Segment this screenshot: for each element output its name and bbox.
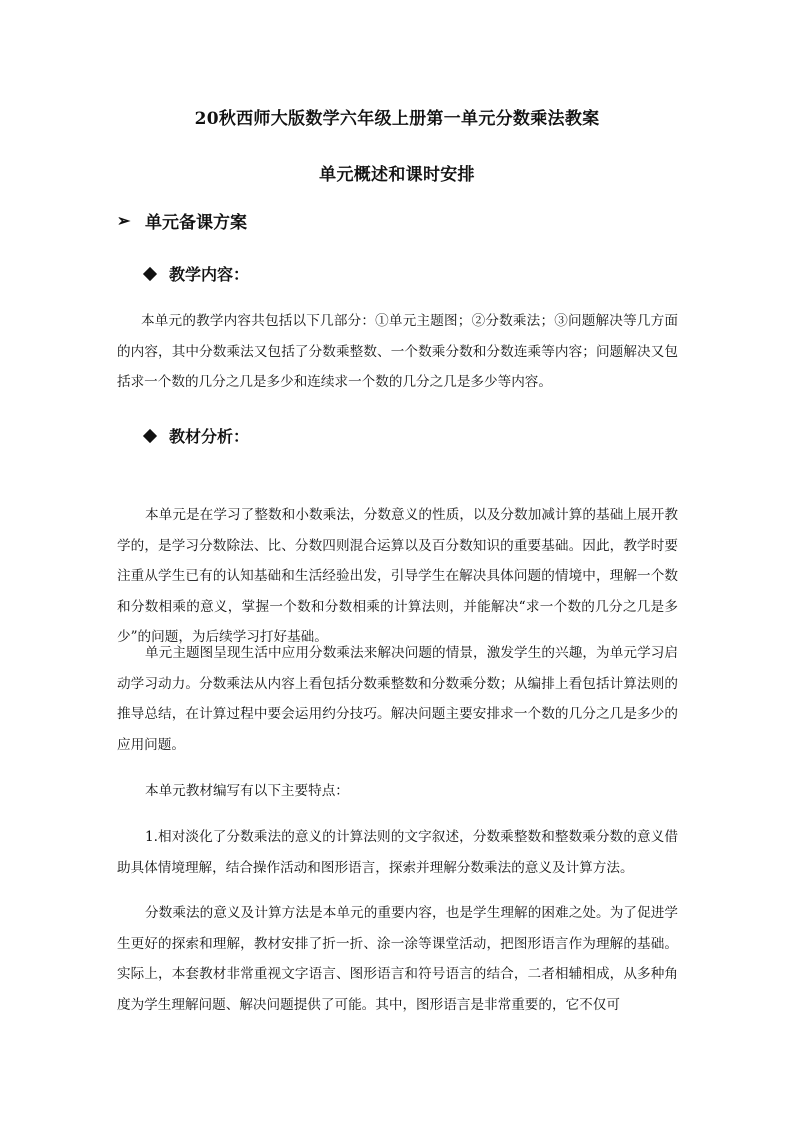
diamond-bullet-icon: [143, 266, 157, 280]
section-heading: [117, 208, 247, 233]
section-heading-text: 单元备课方案: [145, 213, 247, 233]
paragraph: 1.相对淡化了分数乘法的意义的计算法则的文字叙述，分数乘整数和整数乘分数的意义借助具体情境理解，结合操作活动和图形语言，探索并理解分数乘法的意义及计算方法。: [117, 829, 678, 876]
diamond-bullet-icon: [143, 428, 157, 442]
paragraph: 分数乘法的意义及计算方法是本单元的重要内容，也是学生理解的困难之处。为了促进学生更好的探索和理解，教材安排了折一折、涂一涂等课堂活动，把图形语言作为理解的基础。实际上，本套教材非常重视文字语言、图形语言和符号语言的结合，二者相辅相成，从多种角度为学生理解问题、解决问题提供了可能。其中，图形语言是非常重要的，它不仅可: [117, 905, 678, 1013]
arrow-bullet-icon: ➢: [117, 211, 131, 230]
subsection-heading-text: 教材分析：: [169, 427, 250, 446]
paragraph: 单元主题图呈现生活中应用分数乘法来解决问题的情景，激发学生的兴趣，为单元学习启动学习动力。分数乘法从内容上看包括分数乘整数和分数乘分数；从编排上看包括计算法则的推导总结，在计算过程中要会运用约分技巧。解决问题主要安排求一个数的几分之几是多少的应用问题。: [117, 645, 678, 753]
paragraph: 本单元是在学习了整数和小数乘法，分数意义的性质，以及分数加减计算的基础上展开教学的，是学习分数除法、比、分数四则混合运算以及百分数知识的重要基础。因此，教学时要注重从学生已有的认知基础和生活经验出发，引导学生在解决具体问题的情境中，理解一个数和分数相乘的意义，掌握一个数和分数相乘的计算法则，并能解决“求一个数的几分之几是多少”的问题，为后续学习打好基础。: [117, 507, 678, 645]
document-title: 20秋西师大版数学六年级上册第一单元分数乘法教案: [194, 109, 600, 129]
subsection-heading-textbook-analysis: [145, 424, 249, 447]
subsection-heading-teaching-content: [145, 262, 249, 285]
subsection-heading-text: 教学内容：: [169, 265, 250, 284]
document-subtitle: 单元概述和课时安排: [319, 165, 475, 185]
paragraph: 本单元的教学内容共包括以下几部分：①单元主题图；②分数乘法；③问题解决等几方面的内容，其中分数乘法又包括了分数乘整数、一个数乘分数和分数连乘等内容；问题解决又包括求一个数的几分之几是多少和连续求一个数的几分之几是多少等内容。: [117, 313, 678, 390]
paragraph: 本单元教材编写有以下主要特点：: [145, 783, 349, 799]
